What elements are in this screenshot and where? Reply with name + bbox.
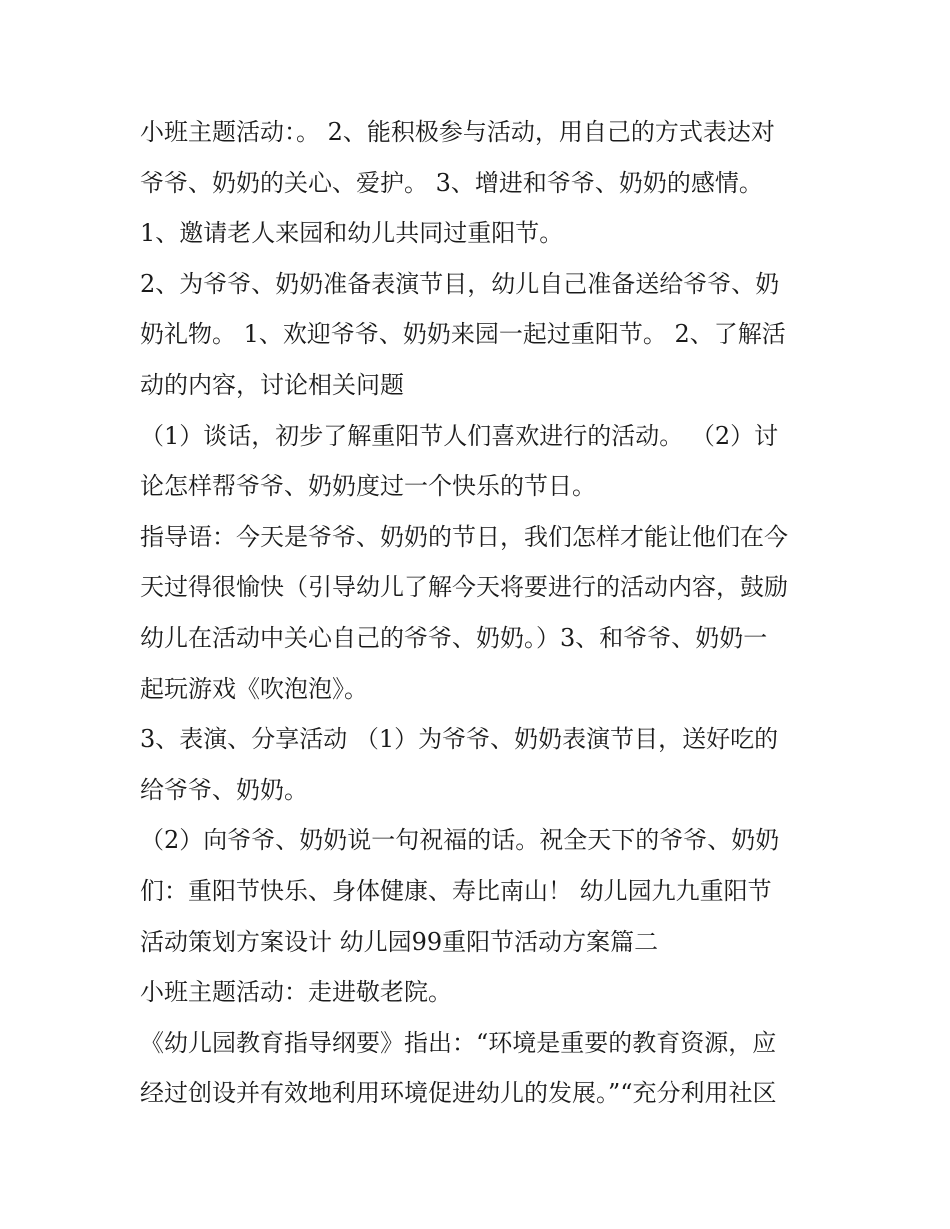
text-line-2: 爷爷、奶奶的关心、爱护。 3、增进和爷爷、奶奶的感情。	[140, 168, 763, 197]
text-line-1: 小班主题活动：。 2、能积极参与活动，用自己的方式表达对	[140, 118, 775, 146]
text-line-7: （1）谈话，初步了解重阳节人们喜欢进行的活动。 （2）讨	[140, 421, 779, 450]
text-line-5: 奶礼物。 1、欢迎爷爷、奶奶来园一起过重阳节。 2、了解活	[140, 320, 786, 349]
text-line-16: 们：重阳节快乐、身体健康、寿比南山！ 幼儿园九九重阳节	[140, 876, 772, 905]
text-line-15: （2）向爷爷、奶奶说一句祝福的话。祝全天下的爷爷、奶奶	[140, 826, 780, 855]
text-line-8: 论怎样帮爷爷、奶奶度过一个快乐的节日。	[140, 472, 596, 501]
document-body	[140, 107, 820, 1119]
text-line-18: 小班主题活动：走进敬老院。	[140, 978, 452, 1007]
text-line-11: 幼儿在活动中关心自己的爷爷、奶奶。）3、和爷爷、奶奶一	[140, 623, 768, 652]
text-line-4: 2、为爷爷、奶奶准备表演节目，幼儿自己准备送给爷爷、奶	[140, 269, 780, 298]
text-line-20: 经过创设并有效地利用环境促进幼儿的发展。”“充分利用社区	[140, 1079, 777, 1108]
text-line-12: 起玩游戏《吹泡泡》。	[140, 674, 368, 703]
text-line-13: 3、表演、分享活动 （1）为爷爷、奶奶表演节目，送好吃的	[140, 725, 779, 754]
text-line-9: 指导语：今天是爷爷、奶奶的节日，我们怎样才能让他们在今	[140, 522, 788, 551]
text-line-3: 1、邀请老人来园和幼儿共同过重阳节。	[140, 219, 564, 248]
text-line-14: 给爷爷、奶奶。	[140, 775, 308, 804]
text-line-17: 活动策划方案设计 幼儿园99重阳节活动方案篇二	[140, 927, 659, 956]
text-line-6: 动的内容，讨论相关问题	[140, 370, 404, 399]
text-line-10: 天过得很愉快（引导幼儿了解今天将要进行的活动内容，鼓励	[140, 573, 788, 602]
text-line-19: 《幼儿园教育指导纲要》指出：“环境是重要的教育资源，应	[140, 1028, 777, 1057]
